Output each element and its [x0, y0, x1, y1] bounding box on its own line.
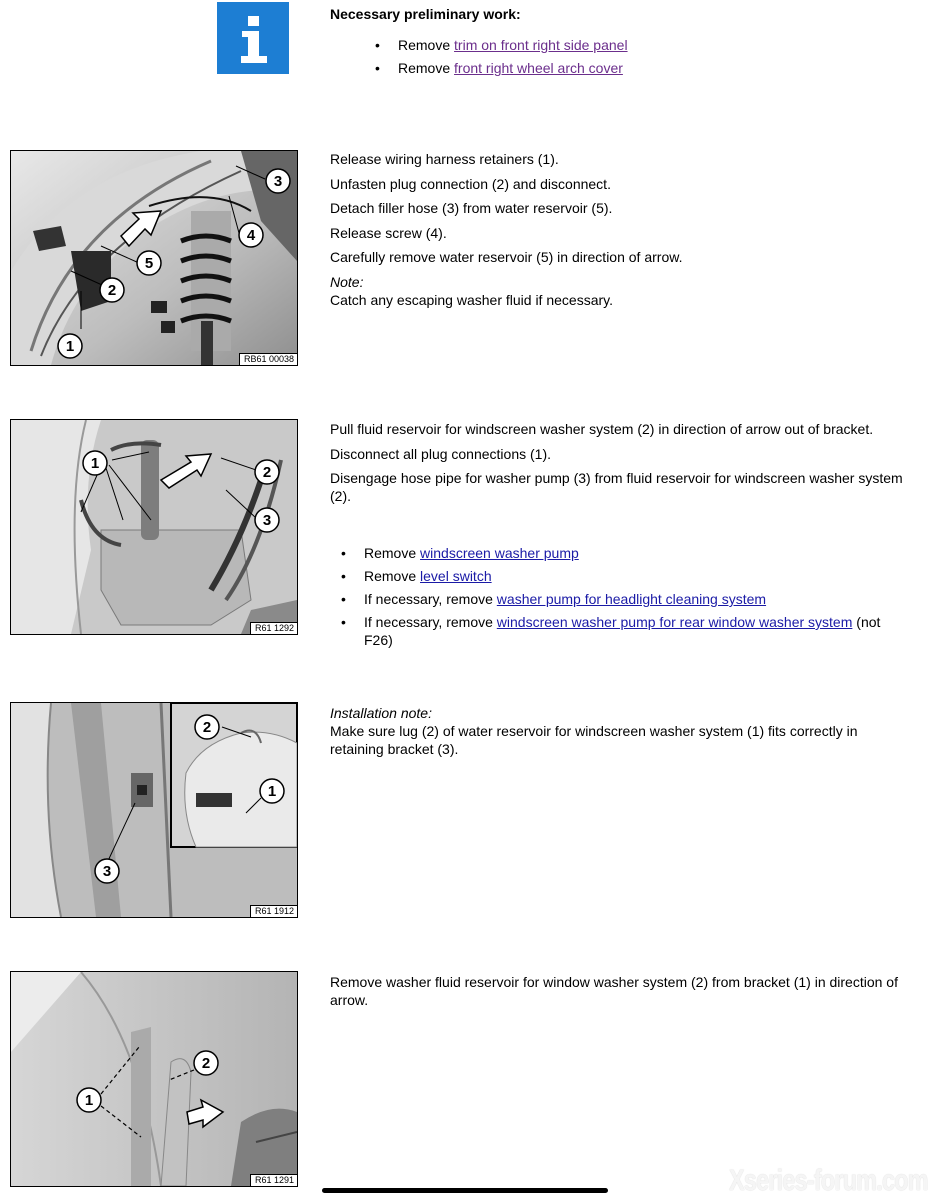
figure-code: R61 1291	[250, 1174, 297, 1186]
link-rear-window-washer-pump[interactable]: windscreen washer pump for rear window washer system	[496, 614, 853, 630]
list-item: • If necessary, remove washer pump for headlight cleaning system	[364, 590, 912, 608]
callout-1: 1	[90, 455, 100, 472]
figure-rear-washer-reservoir	[10, 971, 298, 1187]
note-text: Catch any escaping washer fluid if necessary.	[330, 291, 613, 308]
step3-text	[330, 704, 905, 758]
link-level-switch[interactable]: level switch	[420, 568, 492, 584]
callout-3: 3	[273, 173, 283, 190]
installation-note-text: Make sure lug (2) of water reservoir for windscreen washer system (1) fits correctly in retaining bracket (3).	[330, 723, 858, 757]
link-windscreen-washer-pump[interactable]: windscreen washer pump	[420, 545, 579, 561]
callout-5: 5	[144, 255, 154, 272]
figure-reservoir-bracket	[10, 419, 298, 635]
callout-1: 1	[65, 338, 75, 355]
callout-3: 3	[102, 863, 112, 880]
watermark-logo: Xseries-forum.com	[729, 1164, 928, 1197]
figure-retaining-bracket	[10, 702, 298, 918]
callout-1: 1	[267, 783, 277, 800]
prelim-list	[398, 36, 898, 82]
callout-2: 2	[262, 464, 272, 481]
info-icon	[217, 2, 289, 74]
list-item: • Remove trim on front right side panel	[398, 36, 898, 54]
step1-text: Release wiring harness retainers (1). Unfasten plug connection (2) and disconnect. Detach filler hose (3) from water reservoir (5). Release screw (4). Carefully remove water reservoir (5) in direction of arrow. Note: Catch any escaping washer fluid if necessary.	[330, 150, 910, 309]
link-wheel-arch-cover[interactable]: front right wheel arch cover	[454, 60, 623, 76]
step2-list	[364, 544, 912, 654]
callout-1: 1	[84, 1092, 94, 1109]
figure-code: R61 1292	[250, 622, 297, 634]
step4-text: Remove washer fluid reservoir for window washer system (2) from bracket (1) in direction of arrow.	[330, 974, 898, 1008]
figure-code: R61 1912	[250, 905, 297, 917]
note-label: Note:	[330, 273, 364, 290]
list-item: • Remove windscreen washer pump	[364, 544, 912, 562]
prelim-heading: Necessary preliminary work:	[330, 6, 521, 22]
list-item: • Remove front right wheel arch cover	[398, 59, 898, 77]
home-indicator[interactable]	[322, 1188, 608, 1193]
installation-note-label: Installation note:	[330, 705, 432, 721]
figure-code: RB61 00038	[239, 353, 297, 365]
callout-3: 3	[262, 512, 272, 529]
step2-text: Pull fluid reservoir for windscreen washer system (2) in direction of arrow out of bracket. Disconnect all plug connections (1). Disengage hose pipe for washer pump (3) from fluid reservoir for windscreen washer system (2).	[330, 421, 903, 504]
figure-wheel-arch-reservoir	[10, 150, 298, 366]
callout-2: 2	[107, 282, 117, 299]
callout-2: 2	[201, 1055, 211, 1072]
list-item: • Remove level switch	[364, 567, 912, 585]
callout-4: 4	[246, 227, 256, 244]
link-headlight-washer-pump[interactable]: washer pump for headlight cleaning system	[496, 591, 767, 607]
callout-2: 2	[202, 719, 212, 736]
link-trim-side-panel[interactable]: trim on front right side panel	[454, 37, 628, 53]
list-item: • If necessary, remove windscreen washer pump for rear window washer system (not F26)	[364, 613, 912, 649]
